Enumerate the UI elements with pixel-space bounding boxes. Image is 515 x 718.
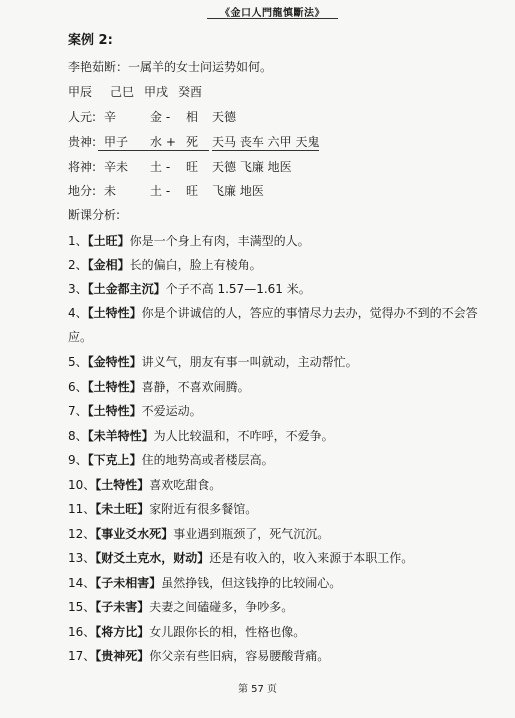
renyuan-gan: 辛 <box>104 110 117 124</box>
guishen-state: 死 <box>186 135 199 149</box>
list-item: 15、【子未害】夫妻之间磕碰多，争吵多。 <box>68 600 294 614</box>
list-item: 17、【贵神死】你父亲有些旧病，容易腰酸背痛。 <box>68 649 330 663</box>
guishen-gan: 甲子 <box>104 135 129 149</box>
difen-label: 地分: <box>68 184 97 198</box>
list-item: 7、【土特性】不爱运动。 <box>68 404 202 418</box>
jiangshen-state: 旺 <box>186 160 199 174</box>
list-item: 1、【土旺】你是一个身上有肉，丰满型的人。 <box>68 234 310 248</box>
renyuan-wuxing: 金 - <box>150 110 171 124</box>
guishen-extra: 天马 丧车 六甲 天鬼 <box>212 135 320 149</box>
book-title: 《金口人門龍慎斷法》 <box>220 7 325 19</box>
list-item: 10、【土特性】喜欢吃甜食。 <box>68 478 222 492</box>
renyuan-label: 人元: <box>68 110 97 124</box>
renyuan-extra: 天德 <box>212 110 237 124</box>
jiangshen-gan: 辛未 <box>104 160 129 174</box>
list-item: 3、【土金都主沉】个子不高 1.57—1.61 米。 <box>68 282 311 296</box>
list-item: 8、【未羊特性】为人比较温和，不咋呼，不爱争。 <box>68 429 334 443</box>
list-item: 12、【事业爻水死】事业遇到瓶颈了，死气沉沉。 <box>68 527 330 541</box>
jiangshen-wuxing: 土 - <box>150 160 171 174</box>
list-item: 13、【财爻土克水，财动】还是有收入的，收入来源于本职工作。 <box>68 551 414 565</box>
case-title: 案例 2: <box>68 33 113 48</box>
case-intro: 李艳茹断：一属羊的女士问运势如何。 <box>68 60 273 74</box>
list-item: 6、【土特性】喜静，不喜欢闹腾。 <box>68 380 250 394</box>
difen-wuxing: 土 - <box>150 184 171 198</box>
list-item: 14、【子未相害】虽然挣钱，但这钱挣的比较闹心。 <box>68 576 342 590</box>
list-item: 5、【金特性】讲义气，朋友有事一叫就动，主动帮忙。 <box>68 355 358 369</box>
pillar-year: 甲辰 <box>68 85 93 99</box>
list-item: 9、【下克上】住的地势高或者楼层高。 <box>68 453 274 467</box>
pillar-month: 己巳 <box>110 85 135 99</box>
header-rule <box>207 18 338 19</box>
difen-extra: 飞廉 地医 <box>212 184 264 198</box>
page-number: 第 57 页 <box>237 684 278 695</box>
guishen-label: 贵神: <box>68 135 97 149</box>
difen-gan: 未 <box>104 184 117 198</box>
list-item: 2、【金相】长的偏白，脸上有棱角。 <box>68 258 262 272</box>
list-item: 16、【将方比】女儿跟你长的相，性格也像。 <box>68 625 306 639</box>
pillar-day: 甲戌 <box>144 85 169 99</box>
running-header <box>205 3 340 19</box>
jiangshen-label: 将神: <box>68 160 97 174</box>
difen-state: 旺 <box>186 184 199 198</box>
analysis-title: 断课分析: <box>68 208 121 222</box>
guishen-wuxing: 水 + <box>150 135 176 149</box>
jiangshen-extra: 天德 飞廉 地医 <box>212 160 292 174</box>
renyuan-state: 相 <box>186 110 199 124</box>
list-item: 4、【土特性】你是个讲诚信的人，答应的事情尽力去办，觉得办不到的不会答 <box>68 306 478 320</box>
guishen-underlined <box>98 135 209 151</box>
list-item-continuation: 应。 <box>68 330 93 344</box>
pillar-hour: 癸酉 <box>178 85 203 99</box>
list-item: 11、【未土旺】家附近有很多餐馆。 <box>68 502 258 516</box>
